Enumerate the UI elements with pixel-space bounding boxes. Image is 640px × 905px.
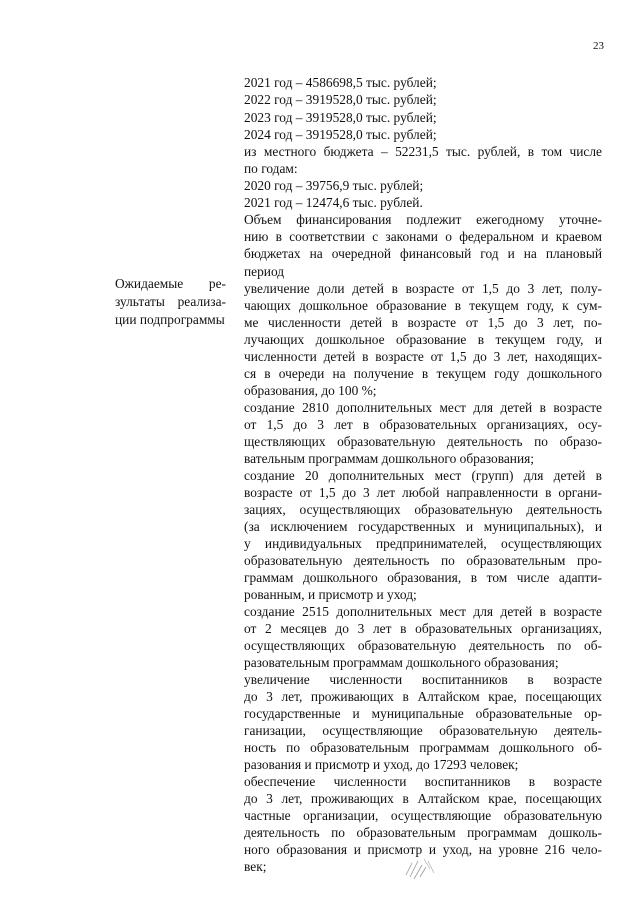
label-line: Ожидаемые ре- <box>115 276 226 291</box>
text-line: 2021 год – 4586698,5 тыс. рублей; <box>244 75 437 90</box>
text-line: разовательным программам дошкольного образования; <box>244 655 559 670</box>
page-number: 23 <box>593 40 604 52</box>
text-line: зациях, осуществляющих образовательную деятельность <box>244 502 602 517</box>
text-line: возрасте от 1,5 до 3 лет любой направленности в органи- <box>244 485 602 500</box>
text-line: рованным, и присмотр и уход; <box>244 587 417 602</box>
text-line: Объем финансирования подлежит ежегодному уточне- <box>244 212 602 227</box>
text-line: лучающих дошкольное образование в текущем году, и <box>244 332 602 347</box>
text-line: увеличение доли детей в возрасте от 1,5 до 3 лет, полу- <box>244 281 602 296</box>
text-line: по годам: <box>244 161 298 176</box>
text-line: увеличение численности воспитанников в возрасте <box>244 672 602 687</box>
text-line: образовательную деятельность по образовательным про- <box>244 553 602 568</box>
text-line: у индивидуальных предпринимателей, осуществляющих <box>244 536 602 551</box>
text-line: из местного бюджета – 52231,5 тыс. рублей, в том числе <box>244 144 602 159</box>
text-line: государственные и муниципальные образовательные ор- <box>244 706 602 721</box>
text-line: создание 20 дополнительных мест (групп) для детей в <box>244 468 602 483</box>
text-line: создание 2810 дополнительных мест для детей в возрасте <box>244 400 602 415</box>
text-line: ме численности детей в возрасте от 1,5 до 3 лет, по- <box>244 315 602 330</box>
text-line: 2023 год – 3919528,0 тыс. рублей; <box>244 110 437 125</box>
text-line: вательным программам дошкольного образования; <box>244 451 534 466</box>
text-line: от 2 месяцев до 3 лет в образовательных организациях, <box>244 621 602 636</box>
text-line: 2024 год – 3919528,0 тыс. рублей; <box>244 127 437 142</box>
text-line: граммам дошкольного образования, в том числе адапти- <box>244 570 602 585</box>
text-line: создание 2515 дополнительных мест для детей в возрасте <box>244 604 602 619</box>
text-line: чающих дошкольное образование в текущем году, к сум- <box>244 298 602 313</box>
text-line: (за исключением государственных и муниципальных), и <box>244 519 602 534</box>
text-line: ного образования и присмотр и уход, на уровне 216 чело- <box>244 842 602 857</box>
text-line: период <box>244 264 285 279</box>
text-line: бюджетах на очередной финансовый год и на плановый <box>244 246 602 261</box>
text-line: до 3 лет, проживающих в Алтайском крае, посещающих <box>244 791 602 806</box>
text-line: обеспечение численности воспитанников в возрасте <box>244 774 602 789</box>
text-line: от 1,5 до 3 лет в образовательных организациях, осу- <box>244 417 602 432</box>
text-line: численности детей в возрасте от 1,5 до 3 лет, находящих- <box>244 349 602 364</box>
text-line: деятельность по образовательным программам дошколь- <box>244 825 602 840</box>
text-line: осуществляющих образовательную деятельность по об- <box>244 638 602 653</box>
text-line: 2022 год – 3919528,0 тыс. рублей; <box>244 92 437 107</box>
text-line: нию в соответствии с законами о федеральном и краевом <box>244 229 602 244</box>
text-line: разования и присмотр и уход, до 17293 человек; <box>244 757 519 772</box>
text-line: век; <box>244 859 267 874</box>
pen-scribble-mark <box>400 855 440 883</box>
text-line: ся в очереди на получение в текущем году дошкольного <box>244 366 602 381</box>
text-line: 2020 год – 39756,9 тыс. рублей; <box>244 178 424 193</box>
text-line: ганизации, осуществляющие образовательную деятель- <box>244 723 602 738</box>
label-line: ции подпрограммы <box>115 312 225 327</box>
text-line: ность по образовательным программам дошкольного об- <box>244 740 602 755</box>
text-line: образования, до 100 %; <box>244 383 377 398</box>
text-line: ществляющих образовательную деятельность по образо- <box>244 434 602 449</box>
text-line: до 3 лет, проживающих в Алтайском крае, посещающих <box>244 689 602 704</box>
label-line: зультаты реализа- <box>115 294 226 309</box>
text-line: 2021 год – 12474,6 тыс. рублей. <box>244 195 423 210</box>
text-line: частные организации, осуществляющие образовательную <box>244 808 602 823</box>
